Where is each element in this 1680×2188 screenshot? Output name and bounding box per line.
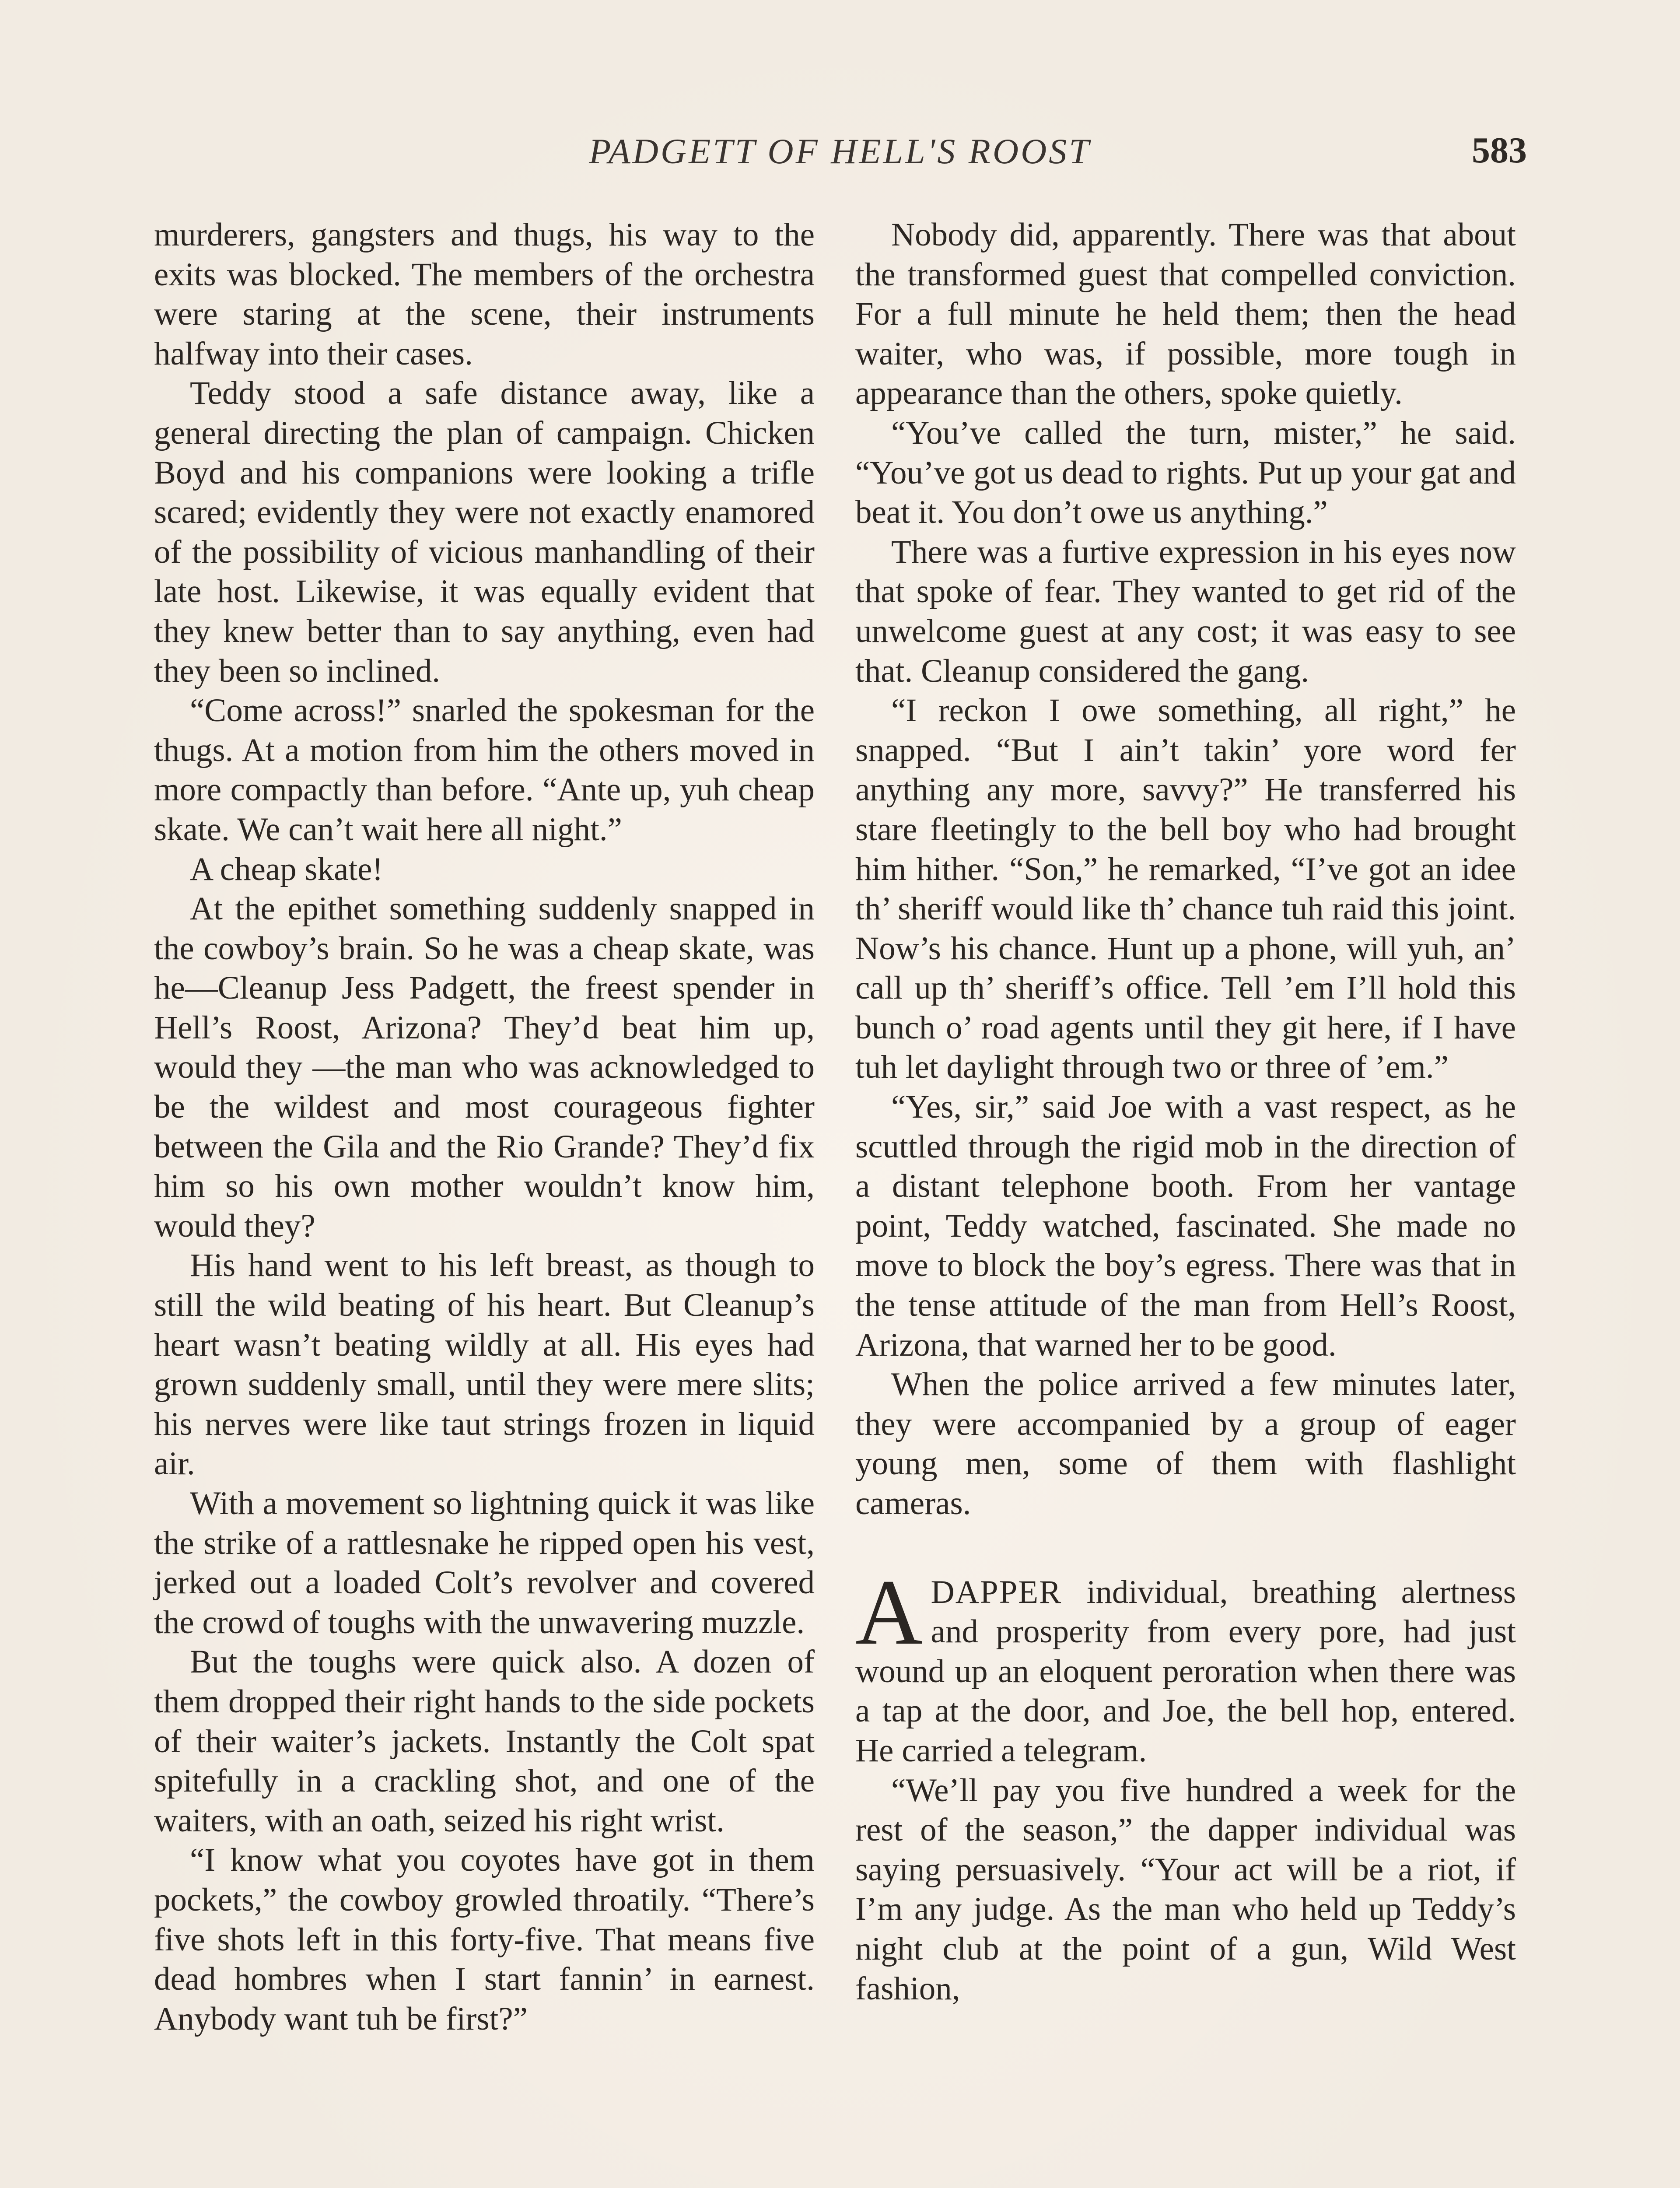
paragraph: When the police arrived a few minutes later, they were accompanied by a group of eager young men, some of them with flashlight cameras.	[855, 1366, 1516, 1522]
lead-caps: DAPPER	[931, 1574, 1062, 1610]
paragraph: But the toughs were quick also. A dozen of them dropped their right hands to the side pockets of their waiter’s jackets. Instantly the Colt spat spitefully in a crackling shot, and one of the waiters, with an oath, seized his right wrist.	[154, 1644, 815, 1839]
paragraph: “We’ll pay you five hundred a week for the rest of the season,” the dapper individual was saying persuasively. “Your act will be a riot, if I’m any judge. As the man who held up Teddy’s night club at the point of a gun, Wild West fashion,	[855, 1772, 1516, 2007]
dropcap-paragraph-text: individual, breathing alertness and prosperity from every pore, had just wound up an eloquent peroration when there was a tap at the door, and Joe, the bell hop, entered. He carried a telegram.	[855, 1574, 1516, 1769]
section-break	[855, 1524, 1516, 1573]
left-column	[154, 215, 815, 2188]
running-title: PADGETT OF HELL'S ROOST	[589, 131, 1091, 171]
right-column-main	[855, 215, 1516, 1524]
page-number: 583	[1472, 130, 1527, 171]
paragraph: “Come across!” snarled the spokesman for the thugs. At a motion from him the others moved in more compactly than before. “Ante up, yuh cheap skate. We can’t wait here all night.”	[154, 692, 815, 848]
dropcap-letter: A	[855, 1560, 923, 1664]
paragraph: At the epithet something suddenly snapped in the cowboy’s brain. So he was a cheap skate, was he—Cleanup Jess Padgett, the freest spender in Hell’s Roost, Arizona? They’d beat him up, would they —the man who was acknowledged to be the wildest and most courageous fighter between the Gila and the Rio Grande? They’d fix him so his own mother wouldn’t know him, would they?	[154, 891, 815, 1244]
paragraph: Nobody did, apparently. There was that about the transformed guest that compelled conviction. For a full minute he held them; then the head waiter, who was, if possible, more tough in appearance than the others, spoke quietly.	[855, 217, 1516, 412]
dropcap-paragraph	[855, 1560, 1516, 1771]
paragraph: “I reckon I owe something, all right,” he snapped. “But I ain’t takin’ yore word fer anything any more, savvy?” He transferred his stare fleetingly to the bell boy who had brought him hither. “Son,” he remarked, “I’ve got an idee th’ sheriff would like th’ chance tuh raid this joint. Now’s his chance. Hunt up a phone, will yuh, an’ call up th’ sheriff’s office. Tell ’em I’ll hold this bunch o’ road agents until they git here, if I have tuh let daylight through two or three of ’em.”	[855, 692, 1516, 1086]
paragraph: “Yes, sir,” said Joe with a vast respect, as he scuttled through the rigid mob in the direction of a distant telephone booth. From her vantage point, Teddy watched, fascinated. She made no move to block the boy’s egress. There was that in the tense attitude of the man from Hell’s Roost, Arizona, that warned her to be good.	[855, 1089, 1516, 1363]
paragraph: Teddy stood a safe distance away, like a general directing the plan of campaign. Chicken Boyd and his companions were looking a trifle scared; evidently they were not exactly enamored of the possibility of vicious manhandling of their late host. Likewise, it was equally evident that they knew better than to say anything, even had they been so inclined.	[154, 375, 815, 689]
paragraph: A cheap skate!	[190, 851, 383, 887]
paragraph: His hand went to his left breast, as though to still the wild beating of his heart. But Cleanup’s heart wasn’t beating wildly at all. His eyes had grown suddenly small, until they were mere slits; his nerves were like taut strings frozen in liquid air.	[154, 1247, 815, 1482]
running-head	[153, 125, 1527, 177]
paragraph: “You’ve called the turn, mister,” he said. “You’ve got us dead to rights. Put up your gat and beat it. You don’t owe us anything.”	[855, 414, 1516, 531]
paragraph: With a movement so lightning quick it was like the strike of a rattlesnake he ripped open his vest, jerked out a loaded Colt’s revolver and covered the crowd of toughs with the unwavering muzzle.	[154, 1485, 815, 1641]
paragraph: “I know what you coyotes have got in them pockets,” the cowboy growled throatily. “There’s five shots left in this forty-five. That means five dead hombres when I start fannin’ in earnest. Anybody want tuh be first?”	[154, 1842, 815, 2037]
paragraph: There was a furtive expression in his eyes now that spoke of fear. They wanted to get rid of the unwelcome guest at any cost; it was easy to see that. Cleanup considered the gang.	[855, 533, 1516, 689]
paragraph: murderers, gangsters and thugs, his way to the exits was blocked. The members of the orchestra were staring at the scene, their instruments halfway into their cases.	[154, 217, 815, 372]
right-column	[855, 215, 1516, 2188]
